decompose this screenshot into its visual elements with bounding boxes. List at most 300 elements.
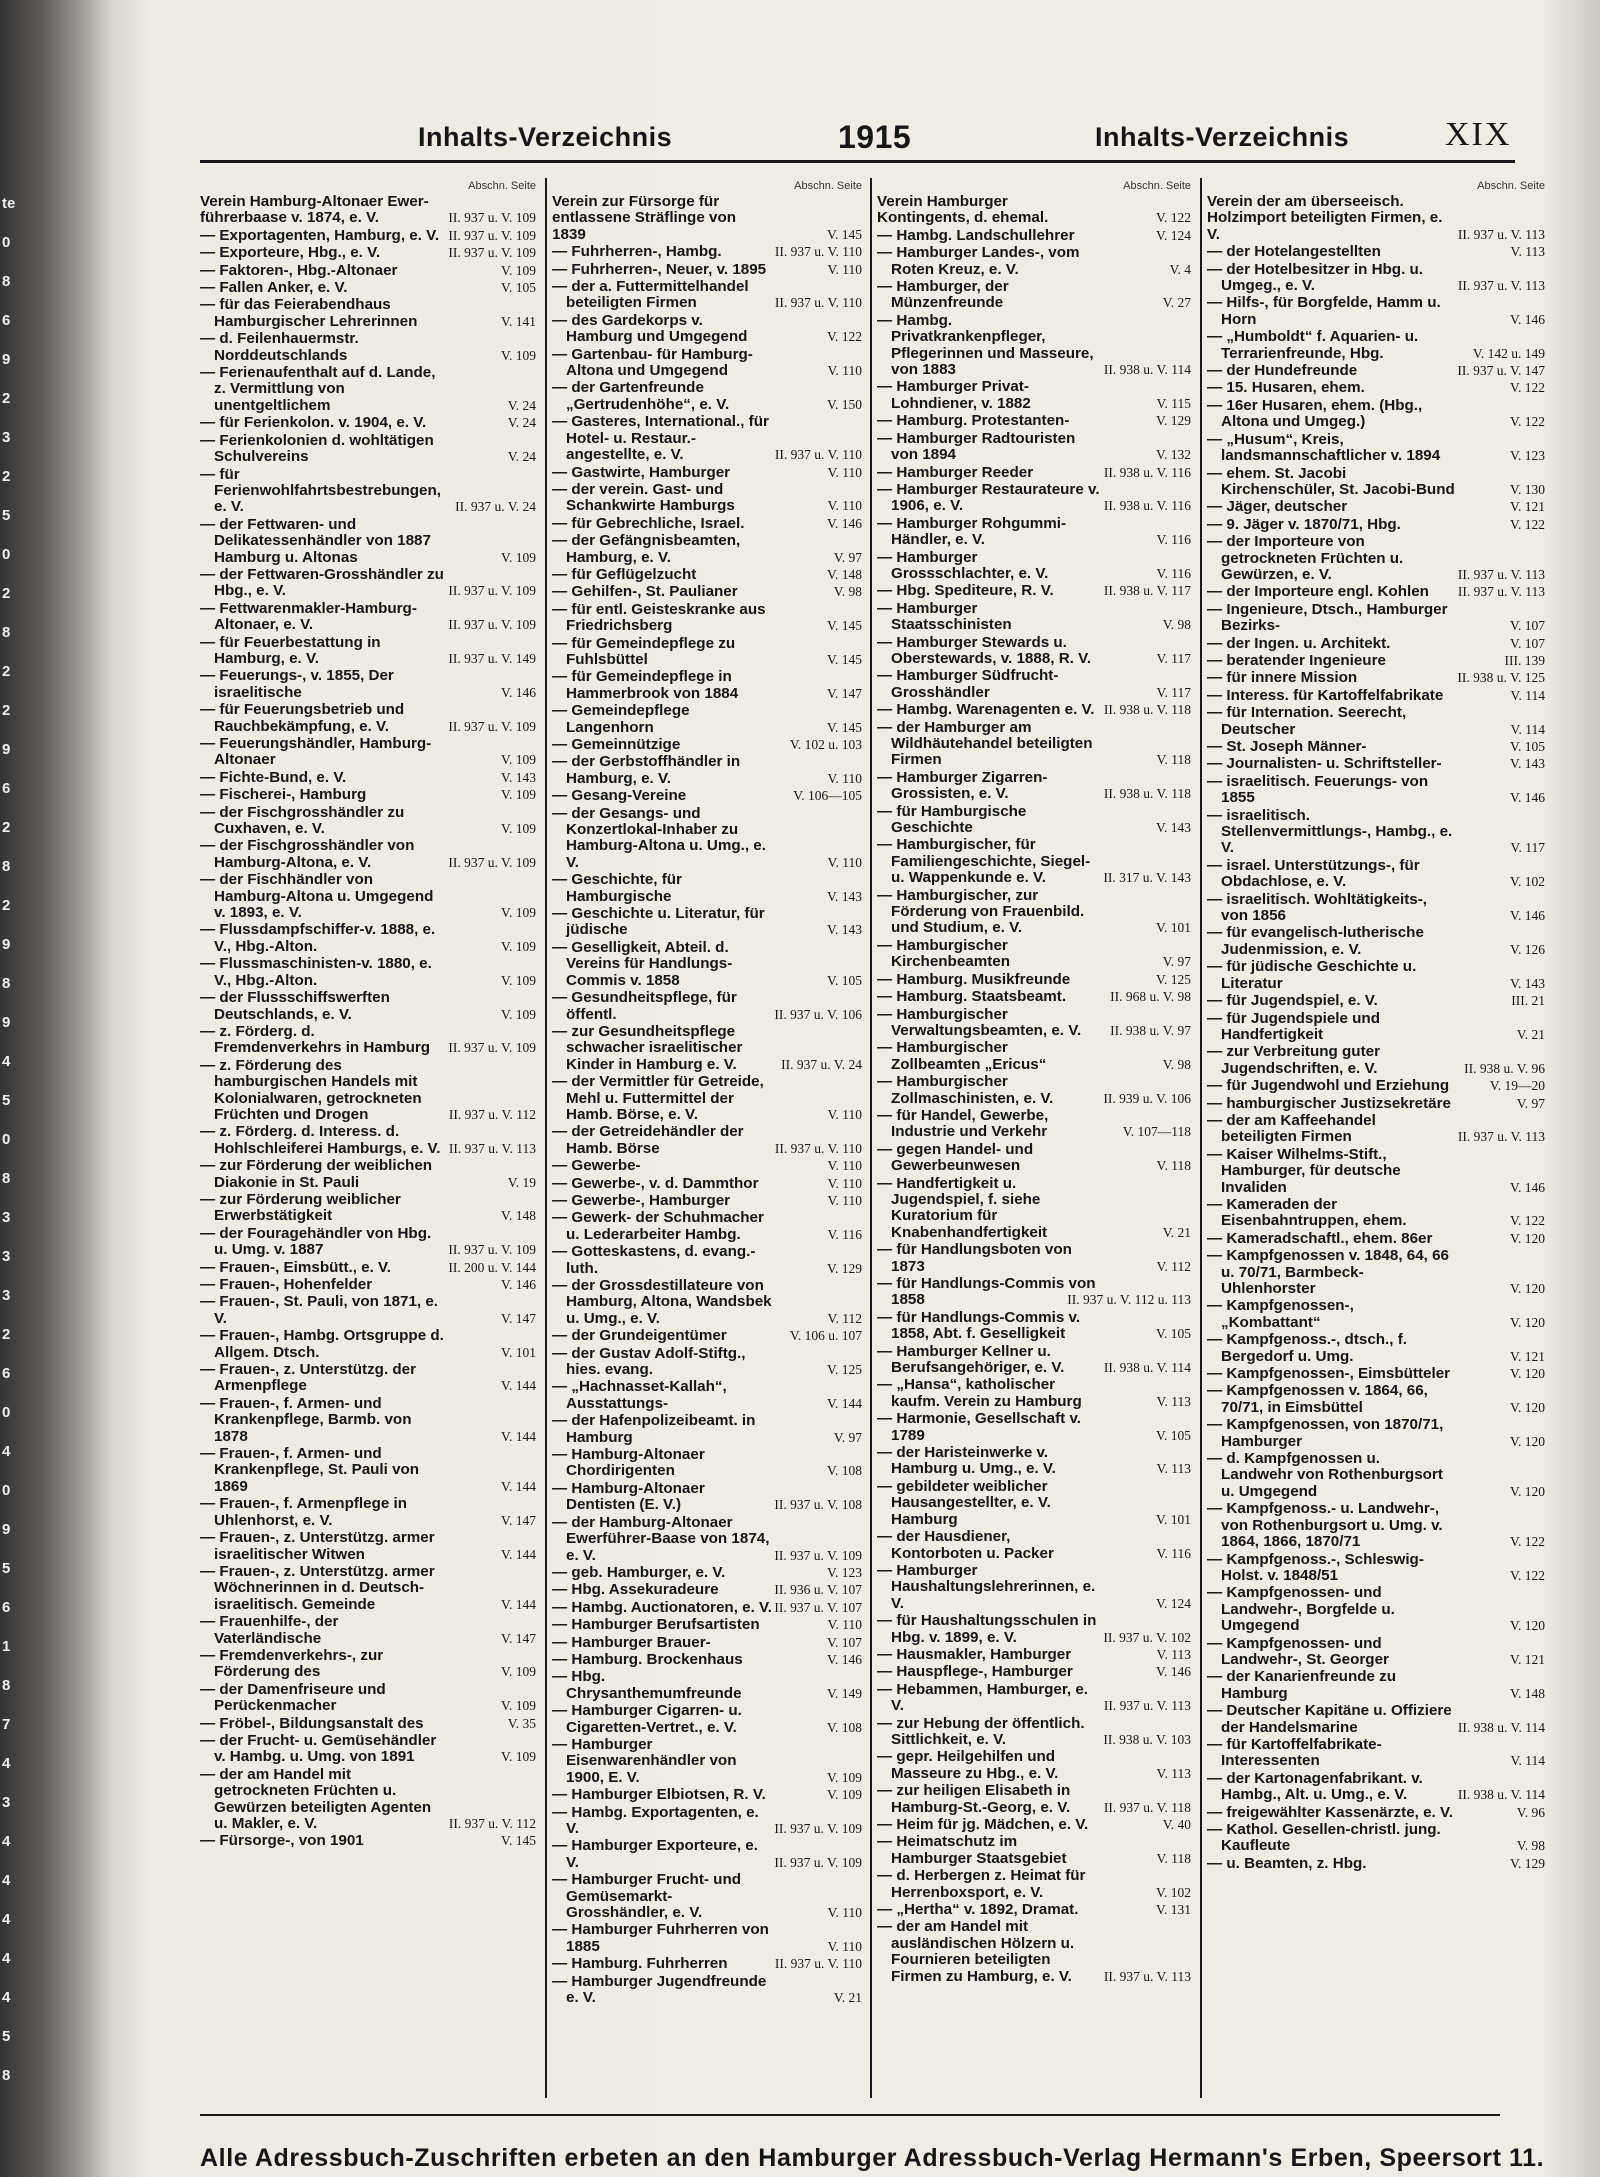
entry-title: — Hamburger, der Münzenfreunde (877, 278, 1009, 312)
entry-reference: II. 200 u. V. 144 (448, 1259, 536, 1275)
entry-reference: V. 105 (1155, 1427, 1191, 1443)
index-entry (552, 1737, 864, 1786)
index-entry (1207, 1585, 1547, 1634)
entry-title: — Hamburger Jugendfreunde e. V. (552, 1972, 767, 2007)
entry-reference: V. 141 (500, 313, 536, 329)
entry-title: — Frauen-, Eimsbütt., e. V. (200, 1258, 392, 1276)
entry-title: — der Gartenfreunde „Gertrudenhöhe“, e. V. (552, 379, 730, 413)
index-entry (877, 583, 1193, 599)
entry-reference: V. 122 (1509, 1567, 1545, 1583)
entry-reference: V. 118 (1156, 1850, 1191, 1866)
column-divider (545, 178, 547, 2098)
index-entry (552, 990, 864, 1023)
index-entry (200, 263, 538, 279)
entry-reference: II. 937 u. V. 109 (448, 718, 536, 734)
entry-reference: II. 937 u. V. 110 (774, 295, 862, 311)
binding-mark: 3 (2, 1287, 11, 1304)
entry-title: — 9. Jäger v. 1870/71, Hbg. (1207, 515, 1401, 533)
index-entry (552, 1176, 864, 1192)
entry-reference: V. 109 (500, 821, 536, 837)
index-entry (1207, 1822, 1547, 1855)
entry-reference: V. 98 (833, 584, 862, 600)
binding-edge (0, 0, 20, 2177)
entry-title: — Hamburger Grossschlachter, e. V. (877, 548, 1049, 582)
binding-mark: 3 (2, 1248, 11, 1265)
entry-reference: V. 145 (826, 651, 862, 667)
index-entry (552, 1447, 864, 1480)
index-entry (1207, 517, 1547, 533)
entry-reference: V. 148 (500, 1208, 536, 1224)
index-entry (877, 1902, 1193, 1918)
index-entry (552, 482, 864, 515)
binding-mark: 4 (2, 1989, 11, 2006)
entry-reference: V. 113 (1156, 1393, 1191, 1409)
index-entry (552, 347, 864, 380)
entry-reference: V. 122 (1509, 1213, 1545, 1229)
index-entry (552, 806, 864, 872)
entry-reference: V. 113 (1156, 1646, 1191, 1662)
index-entry (200, 280, 538, 296)
entry-title: — Exportagenten, Hamburg, e. V. (200, 226, 440, 244)
index-entry (552, 1652, 864, 1668)
binding-mark: 8 (2, 273, 11, 290)
entry-reference: II. 937 u. V. 110 (774, 1140, 862, 1156)
index-entry (552, 737, 864, 753)
index-entry (1207, 892, 1547, 925)
index-entry (1207, 1147, 1547, 1196)
entry-title: — Ingenieure, Dtsch., Hamburger Bezirks- (1207, 600, 1448, 635)
index-entry (552, 1872, 864, 1921)
entry-title: — für Gebrechliche, Israel. (552, 514, 745, 532)
index-entry (1207, 1669, 1547, 1702)
binding-mark: 8 (2, 858, 11, 875)
entry-title: — für innere Mission (1207, 669, 1358, 687)
binding-mark: 6 (2, 1599, 11, 1616)
entry-reference: II. 937 u. V. 102 (1103, 1629, 1191, 1645)
entry-reference: II. 937 u. V. 109 (448, 854, 536, 870)
entry-reference: II. 937 u. V. 118 (1103, 1799, 1191, 1815)
index-entry (200, 1226, 538, 1259)
index-entry (877, 1074, 1193, 1107)
entry-title: — Gesang-Vereine (552, 787, 687, 805)
entry-title: — für das Feierabendhaus Hamburgischer Lehrerinnen (200, 296, 418, 330)
entry-reference: V. 35 (507, 1715, 536, 1731)
entry-reference: V. 146 (826, 1651, 862, 1667)
entry-title: — Frauen-, f. Armen- und Krankenpflege, Barmb. von 1878 (200, 1394, 412, 1445)
entry-reference: V. 102 u. 103 (789, 737, 862, 752)
binding-mark: 2 (2, 819, 11, 836)
entry-title: — der Importeure engl. Kohlen (1207, 583, 1429, 601)
entry-title: — der Fischgrosshändler von Hamburg-Altona, e. V. (200, 837, 415, 871)
binding-mark: 2 (2, 1326, 11, 1343)
index-entry (200, 245, 538, 261)
entry-title: — Feuerungshändler, Hamburg-Altonaer (200, 735, 432, 769)
index-entry (200, 1362, 538, 1395)
index-entry (1207, 398, 1547, 431)
index-entry (552, 1328, 864, 1344)
index-entry (552, 1703, 864, 1736)
entry-title: — israel. Unterstützungs-, für Obdachlose, e. V. (1207, 856, 1420, 891)
index-entry (877, 1716, 1193, 1749)
index-entry (552, 380, 864, 413)
entry-reference: V. 147 (500, 1512, 536, 1528)
entry-title: — z. Förderg. d. Interess. d. Hohlschleiferei Hamburgs, e. V. (200, 1123, 441, 1157)
entry-title: — Jäger, deutscher (1207, 498, 1348, 516)
index-entry (552, 1922, 864, 1955)
entry-reference: II. 937 u. V. 109 (774, 1547, 862, 1563)
entry-title: — für evangelisch-lutherische Judenmission, e. V. (1207, 924, 1424, 958)
entry-title: — Gewerbe-, Hamburger (552, 1191, 731, 1209)
entry-title: — Hamburgischer Zollbeamten „Ericus“ (877, 1039, 1047, 1073)
binding-mark: 0 (2, 1404, 11, 1421)
entry-reference: V. 120 (1509, 1281, 1545, 1296)
index-entry (200, 1733, 538, 1766)
entry-title: — Kampfgenossen-, „Kombattant“ (1207, 1297, 1354, 1331)
entry-reference: V. 144 (500, 1546, 536, 1562)
entry-title: — Journalisten- u. Schriftsteller- (1207, 755, 1442, 773)
index-entry (552, 703, 864, 736)
binding-mark: 4 (2, 1950, 11, 1967)
index-entry (552, 1787, 864, 1803)
entry-title: — geb. Hamburger, e. V. (552, 1563, 726, 1581)
entry-reference: II. 938 u. V. 116 (1103, 498, 1191, 514)
index-entry (200, 517, 538, 566)
entry-reference: V. 150 (826, 396, 862, 412)
entry-reference: V. 110 (827, 1175, 862, 1191)
entry-reference: V. 97 (1162, 954, 1191, 970)
entry-title: — der Hafenpolizeibeamt. in Hamburg (552, 1412, 756, 1446)
entry-title: — der Gustav Adolf-Stiftg., hies. evang. (552, 1344, 746, 1379)
page-number: XIX (1445, 116, 1512, 153)
index-entry (552, 1124, 864, 1157)
entry-title: — 15. Husaren, ehem. (1207, 379, 1365, 397)
entry-title: — Gewerbe- (552, 1157, 641, 1175)
index-entry (1207, 959, 1547, 992)
index-entry (877, 1040, 1193, 1073)
index-entry (877, 413, 1193, 429)
index-entry (1207, 602, 1547, 635)
entry-reference: V. 117 (1156, 684, 1191, 700)
entry-reference: V. 101 (500, 1344, 536, 1360)
index-entry (877, 1276, 1193, 1309)
entry-title: — Gewerbe-, v. d. Dammthor (552, 1174, 759, 1192)
binding-mark: 3 (2, 429, 11, 446)
index-entry (877, 1411, 1193, 1444)
entry-title: — Gesundheitspflege, für öffentl. (552, 989, 737, 1023)
entry-title: — Hamburgischer Verwaltungsbeamten, e. V. (877, 1005, 1082, 1039)
index-entry (552, 1346, 864, 1379)
entry-title: — der Fouragehändler von Hbg. u. Umg. v. 1887 (200, 1224, 432, 1259)
entry-title: — St. Joseph Männer- (1207, 738, 1367, 755)
entry-reference: V. 117 (1510, 840, 1545, 856)
entry-title: — für Ferienkolon. v. 1904, e. V. (200, 414, 427, 432)
entry-reference: V. 146 (1509, 790, 1545, 806)
index-entry (1207, 739, 1547, 755)
entry-reference: V. 105 (1155, 1326, 1191, 1342)
entry-title: — Hamburger Kellner u. Berufsangehöriger, e. V. (877, 1342, 1065, 1377)
index-entry (1207, 1078, 1547, 1094)
entry-title: — u. Beamten, z. Hbg. (1207, 1854, 1367, 1872)
entry-title: — für Geflügelzucht (552, 565, 697, 583)
column-heading: Abschn. Seite (1123, 180, 1191, 192)
entry-title: — Gotteskastens, d. evang.-luth. (552, 1243, 756, 1277)
index-entry (200, 467, 538, 516)
entry-title: — Hamburger Stewards u. Oberstewards, v. 1888, R. V. (877, 633, 1092, 667)
index-entry (552, 194, 864, 243)
index-entry (552, 1024, 864, 1073)
index-entry (1207, 1636, 1547, 1669)
entry-reference: V. 144 (500, 1428, 536, 1444)
entry-title: — Gemeindepflege Langenhorn (552, 702, 690, 736)
entry-title: — für Kartoffelfabrikate-Interessenten (1207, 1735, 1382, 1770)
entry-reference: II. 937 u. V. 108 (774, 1497, 862, 1513)
entry-reference: V. 110 (827, 770, 862, 786)
entry-reference: V. 101 (1155, 920, 1191, 936)
index-entry (1207, 756, 1547, 772)
index-entry (1207, 584, 1547, 600)
entry-reference: V. 116 (1156, 532, 1191, 548)
entry-title: — 16er Husaren, ehem. (Hbg., Altona und Umgeg.) (1207, 396, 1423, 431)
entry-title: — d. Kampfgenossen u. Landwehr von Rothenburgsort u. Umgegend (1207, 1450, 1443, 1500)
index-entry (1207, 636, 1547, 652)
index-entry (877, 635, 1193, 668)
entry-reference: V. 143 (1509, 975, 1545, 991)
index-entry (1207, 432, 1547, 465)
entry-title: — Fallen Anker, e. V. (200, 279, 348, 297)
index-entry (877, 1377, 1193, 1410)
index-entry (552, 1074, 864, 1123)
entry-reference: V. 147 (500, 1630, 536, 1646)
entry-reference: V. 107 (1509, 618, 1545, 634)
index-entry (1207, 1805, 1547, 1821)
entry-reference: II. 937 u. V. 147 (1457, 363, 1545, 379)
entry-reference: V. 145 (826, 226, 862, 242)
entry-reference: V. 109 (826, 1787, 862, 1803)
entry-reference: II. 938 u. V. 114 (1103, 1360, 1191, 1376)
binding-mark: 2 (2, 663, 11, 680)
entry-reference: V. 143 (500, 769, 536, 785)
entry-title: — Hamburg. Musikfreunde (877, 970, 1071, 988)
entry-reference: V. 144 (500, 1596, 536, 1612)
index-entry (1207, 363, 1547, 379)
entry-title: — der Gerbstoffhändler in Hamburg, e. V. (552, 753, 741, 787)
binding-mark: 0 (2, 1482, 11, 1499)
entry-reference: III. 139 (1504, 652, 1545, 668)
entry-reference: II. 937 u. V. 109 (448, 227, 536, 243)
entry-title: — d. Herbergen z. Heimat für Herrenboxsport, e. V. (877, 1867, 1086, 1901)
index-entry (200, 1716, 538, 1732)
entry-title: — israelitisch. Wohltätigkeits-, von 1856 (1207, 890, 1427, 925)
entry-title: — freigewählter Kassenärzte, e. V. (1207, 1803, 1453, 1821)
index-entry (552, 636, 864, 669)
entry-title: — Frauen-, z. Unterstützg. armer israelitischer Witwen (200, 1529, 435, 1563)
entry-title: — Frauen-, St. Pauli, von 1871, e. V. (200, 1293, 439, 1327)
entry-title: — Hamburger Elbiotsen, R. V. (552, 1786, 766, 1804)
entry-reference: V. 114 (1510, 687, 1545, 703)
binding-mark: 4 (2, 1443, 11, 1460)
index-entry (877, 1664, 1193, 1680)
binding-mark: 9 (2, 741, 11, 758)
index-entry (200, 1124, 538, 1157)
entry-title: — der Frucht- u. Gemüsehändler v. Hambg. u. Umg. von 1891 (200, 1731, 437, 1766)
entry-reference: V. 21 (833, 1990, 862, 2006)
entry-title: — Flussdampfschiffer-v. 1888, e. V., Hbg.-Alton. (200, 921, 436, 955)
index-entry (1207, 1383, 1547, 1416)
entry-title: — der Hausdiener, Kontorboten u. Packer (877, 1528, 1054, 1562)
entry-title: — „Hachnasset-Kallah“, Ausstattungs- (552, 1378, 727, 1412)
index-entry (552, 313, 864, 346)
entry-reference: V. 110 (827, 1192, 862, 1208)
entry-reference: V. 116 (1156, 1545, 1191, 1561)
entry-reference: II. 938 u. V. 96 (1464, 1060, 1545, 1076)
index-column-1 (200, 178, 538, 2098)
entry-title: — Hbg. Spediteure, R. V. (877, 582, 1054, 600)
index-entry (1207, 1771, 1547, 1804)
entry-title: — Gemeinnützige (552, 736, 681, 753)
entry-reference: V. 118 (1156, 752, 1191, 768)
entry-reference: V. 114 (1510, 721, 1545, 737)
index-entry (552, 1158, 864, 1174)
entry-reference: V. 98 (1516, 1838, 1545, 1854)
entry-reference: II. 937 u. V. 112 u. 113 (1067, 1292, 1191, 1308)
index-entry (877, 601, 1193, 634)
entry-title: — Hamburgischer Kirchenbeamten (877, 936, 1011, 971)
index-entry (877, 1176, 1193, 1242)
entry-title: — Gasteres, International., für Hotel- u. Restaur.-angestellte, e. V. (552, 413, 769, 464)
index-entry (877, 1919, 1193, 1985)
index-entry (552, 279, 864, 312)
entry-title: — für Internation. Seerecht, Deutscher (1207, 704, 1407, 738)
index-entry (552, 414, 864, 463)
binding-mark: 5 (2, 2028, 11, 2045)
index-entry (1207, 993, 1547, 1009)
entry-title: — für Jugendspiel, e. V. (1207, 992, 1378, 1010)
entry-title: — hamburgischer Justizsekretäre (1207, 1094, 1451, 1112)
index-entry (1207, 1417, 1547, 1450)
entry-reference: V. 97 (833, 549, 862, 565)
binding-mark: 7 (2, 1716, 11, 1733)
entry-reference: II. 939 u. V. 106 (1103, 1090, 1191, 1106)
entry-reference: V. 105 (500, 280, 536, 296)
header-rule (200, 160, 1515, 163)
entry-title: Verein der am überseeisch. Holzimport beteiligten Firmen, e. V. (1207, 193, 1443, 243)
index-entry (1207, 380, 1547, 396)
index-entry (552, 1565, 864, 1581)
entry-reference: V. 149 (826, 1685, 862, 1701)
index-entry (1207, 1298, 1547, 1331)
index-entry (552, 1600, 864, 1616)
index-entry (1207, 1451, 1547, 1500)
entry-reference: II. 937 u. V. 113 (1457, 566, 1545, 582)
binding-mark: 9 (2, 1521, 11, 1538)
index-column-2 (552, 178, 864, 2098)
entry-title: — zur Förderung der weiblichen Diakonie in St. Pauli (200, 1157, 433, 1191)
index-entry (877, 1613, 1193, 1646)
index-entry (877, 770, 1193, 803)
entry-title: — Hambg. Exportagenten, e. V. (552, 1803, 759, 1837)
index-entry (200, 922, 538, 955)
index-entry (877, 1310, 1193, 1343)
entry-reference: II. 937 u. V. 113 (1457, 226, 1545, 242)
entry-reference: V. 109 (500, 972, 536, 988)
binding-mark: 9 (2, 936, 11, 953)
entry-title: — gegen Handel- und Gewerbeunwesen (877, 1140, 1034, 1175)
index-entry (1207, 1737, 1547, 1770)
entry-title: — für Handlungsboten von 1873 (877, 1241, 1072, 1275)
entry-reference: V. 109 (826, 1769, 862, 1785)
binding-mark: 6 (2, 1365, 11, 1382)
entry-title: — der am Handel mit getrockneten Früchten u. Gewürzen beteiligten Agenten u. Makler, e. V. (200, 1765, 432, 1832)
entry-reference: V. 145 (500, 1833, 536, 1849)
entry-reference: II. 937 u. V. 24 (455, 499, 536, 515)
index-entry (200, 1277, 538, 1293)
index-entry (1207, 262, 1547, 295)
binding-mark: 8 (2, 1677, 11, 1694)
entry-reference: V. 146 (500, 1277, 536, 1292)
index-entry (200, 1833, 538, 1849)
index-entry (1207, 1011, 1547, 1044)
binding-mark: 4 (2, 1053, 11, 1070)
entry-reference: II. 937 u. V. 110 (774, 244, 862, 260)
entry-reference: II. 937 u. V. 109 (448, 617, 536, 633)
entry-title: — Hamburger Zigarren-Grossisten, e. V. (877, 768, 1048, 803)
index-entry (200, 1614, 538, 1647)
entry-title: — israelitisch. Feuerungs- von 1855 (1207, 772, 1429, 807)
entry-reference: V. 110 (827, 261, 862, 277)
index-entry (552, 669, 864, 702)
index-entry (1207, 925, 1547, 958)
index-entry (877, 702, 1193, 718)
binding-mark: 8 (2, 2067, 11, 2084)
column-heading: Abschn. Seite (1477, 180, 1545, 192)
entry-title: — Hamburg-Altonaer Dentisten (E. V.) (552, 1479, 705, 1514)
entry-reference: V. 147 (500, 1310, 536, 1326)
index-entry (877, 1242, 1193, 1275)
entry-reference: V. 120 (1509, 1433, 1545, 1449)
entry-title: — Fürsorge-, von 1901 (200, 1832, 364, 1850)
entry-title: — Kampfgenoss.- u. Landwehr-, von Rothenburgsort u. Umg. v. 1864, 1866, 1870/71 (1207, 1500, 1443, 1551)
index-entry (552, 602, 864, 635)
entry-reference: V. 110 (827, 1938, 862, 1954)
entry-reference: II. 937 u. V. 109 (448, 245, 536, 261)
entry-reference: V. 146 (1509, 1179, 1545, 1195)
entry-reference: II. 937 u. V. 113 (1457, 584, 1545, 600)
binding-mark: 5 (2, 1560, 11, 1577)
index-entry (877, 1647, 1193, 1663)
entry-title: — Hausmakler, Hamburger (877, 1645, 1072, 1663)
entry-reference: V. 129 (1509, 1855, 1545, 1871)
entry-title: — Kameradschaftl., ehem. 86er (1207, 1229, 1433, 1247)
index-entry (200, 635, 538, 668)
entry-reference: V. 19 (507, 1174, 536, 1190)
entry-reference: V. 105 (826, 972, 862, 988)
entry-reference: V. 112 (827, 1310, 862, 1326)
binding-mark: 5 (2, 1092, 11, 1109)
entry-title: — Kampfgenossen v. 1848, 64, 66 u. 70/71, Barmbeck-Uhlenhorster (1207, 1247, 1449, 1297)
index-entry (877, 1783, 1193, 1816)
binding-mark: 8 (2, 1170, 11, 1187)
entry-title: — für Gemeindepflege in Hammerbrook von 1884 (552, 668, 739, 702)
index-entry (877, 1682, 1193, 1715)
index-entry (877, 1007, 1193, 1040)
footer-rule (200, 2114, 1500, 2116)
index-entry (1207, 1044, 1547, 1077)
entry-title: — Hamburger Frucht- und Gemüsemarkt-Grosshändler, e. V. (552, 1871, 741, 1922)
entry-title: — Hamburger Südfrucht-Grosshändler (877, 667, 1059, 701)
index-entry (200, 1396, 538, 1445)
entry-reference: V. 132 (1155, 447, 1191, 463)
index-entry (877, 720, 1193, 769)
